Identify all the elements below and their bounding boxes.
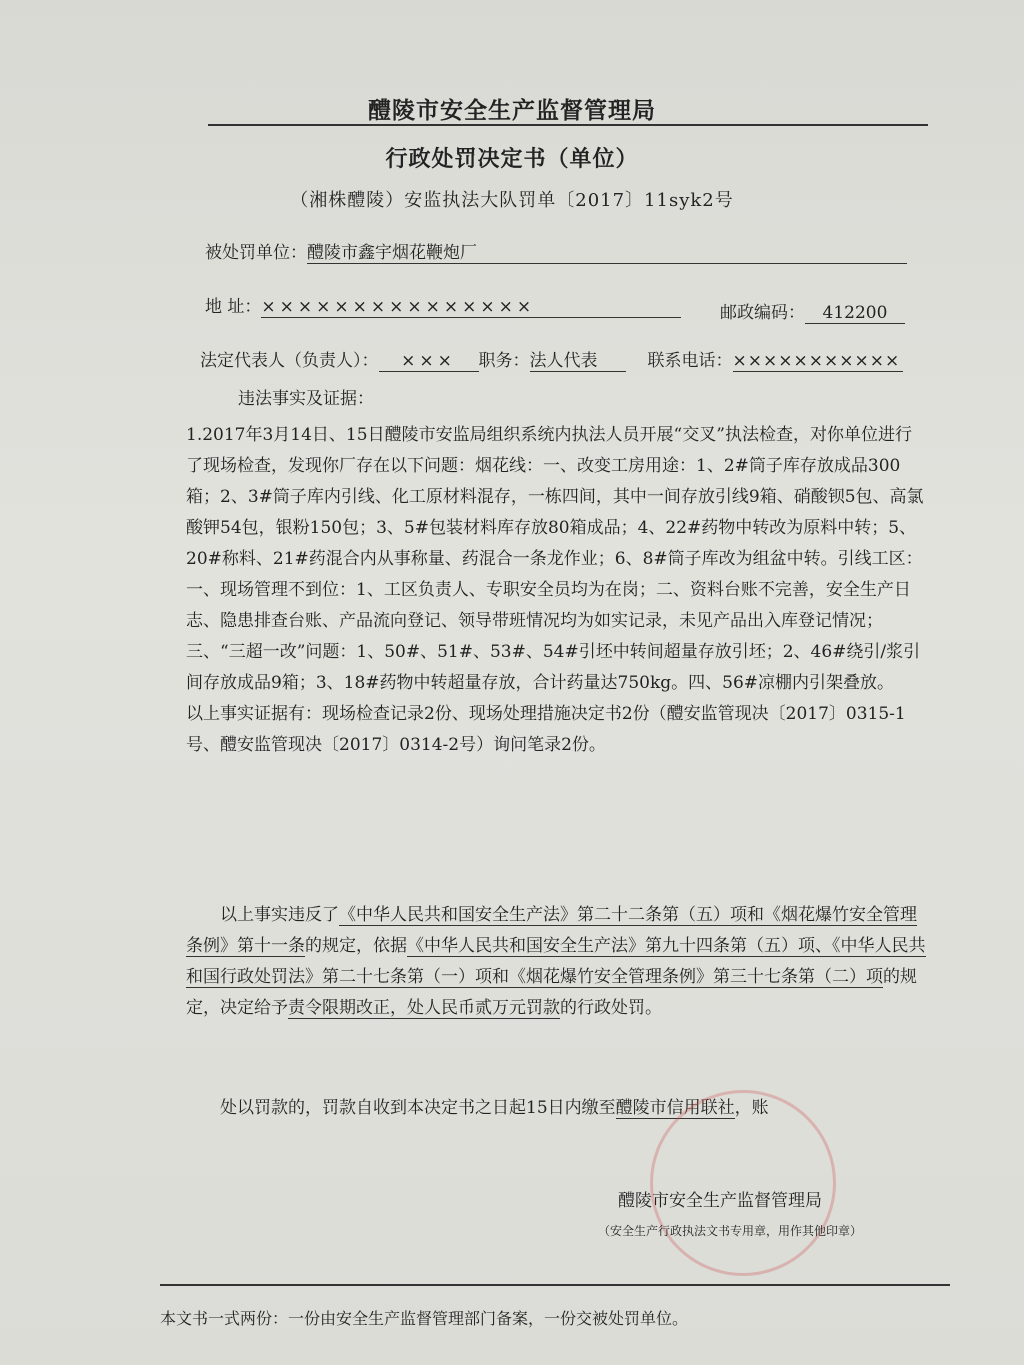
unit-row (205, 238, 907, 264)
decision-end: 的行政处罚。 (560, 998, 662, 1018)
payment-paragraph (186, 1093, 926, 1124)
rep-value: ××× (379, 351, 479, 372)
decision-paragraph (186, 900, 926, 1024)
payment-tail: ，账 (734, 1098, 769, 1118)
representative-row (200, 346, 903, 372)
evidence-paragraph: 以上事实证据有：现场检查记录2份、现场处理措施决定书2份（醴安监管现决〔2017〕0315-1号、醴安监管现决〔2017〕0314-2号）询问笔录2份。 (186, 704, 906, 755)
agency-heading: 醴陵市安全生产监督管理局 (368, 97, 656, 124)
postal-row (720, 298, 905, 324)
footer-note: 本文书一式两份：一份由安全生产监督管理部门备案，一份交被处罚单位。 (160, 1309, 689, 1328)
address-label: 地 址： (205, 297, 262, 317)
address-value: ××××××××××××××× (261, 297, 681, 318)
position-label: 职务： (478, 351, 530, 371)
official-seal (650, 1090, 836, 1276)
payment-bank: 醴陵市信用联社 (615, 1098, 735, 1118)
facts-paragraph: 1.2017年3月14日、15日醴陵市安监局组织系统内执法人员开展“交叉”执法检查，对你单位进行了现场检查，发现你厂存在以下问题：烟花线：一、改变工房用途：1、2#筒子库存放成品300箱；2、3#筒子库内引线、化工原材料混存，一栋四间，其中一间存放引线9箱、硝酸钡5包、高氯酸钾54包，银粉150包；3、5#包装材料库存放80箱成品；4、22#药物中转改为原料中转；5、20#称料、21#药混合内从事称量、药混合一条龙作业；6、8#筒子库改为组盆中转。引线工区：一、现场管理不到位：1、工区负责人、专职安全员均为在岗；二、资料台账不完善，安全生产日志、隐患排查台账、产品流向登记、领导带班情况均为如实记录，未见产品出入库登记情况；三、“三超一改”问题：1、50#、51#、53#、54#引坯中转间超量存放引坯；2、46#绕引/浆引间存放成品9箱；3、18#药物中转超量存放，合计药量达750kg。四、56#凉棚内引架叠放。 (186, 425, 924, 693)
decision-mid: 的规定，依据 (305, 936, 407, 956)
postal-label: 邮政编码： (720, 303, 805, 323)
unit-label: 被处罚单位： (205, 243, 307, 263)
phone-value: ××××××××××× (733, 351, 903, 372)
unit-value: 醴陵市鑫宇烟花鞭炮厂 (307, 238, 907, 264)
decision-mid2: 的规定，决定给予 (186, 967, 917, 1018)
seal-note: （安全生产行政执法文书专用章，用作其他印章） (598, 1224, 863, 1238)
position-value: 法人代表 (530, 346, 626, 372)
phone-label: 联系电话： (647, 351, 733, 371)
rep-label: 法定代表人（负责人）： (200, 351, 379, 371)
document-title: 行政处罚决定书（单位） (385, 146, 639, 172)
footer-rule (160, 1284, 950, 1286)
payment-text: 处以罚款的，罚款自收到本决定书之日起15日内缴至 (220, 1098, 616, 1118)
address-row (205, 292, 681, 318)
penalty-text: 责令限期改正，处人民币贰万元罚款 (288, 998, 560, 1018)
decision-intro: 以上事实违反了 (220, 905, 339, 925)
postal-value: 412200 (805, 303, 905, 324)
violated-law: 《中华人民共和国安全生产法》第二十二条第（五）项和《烟花爆竹安全管理条例》第十一条 (186, 905, 917, 956)
header-rule (208, 124, 928, 126)
document-number: （湘株醴陵）安监执法大队罚单〔2017〕11syk2号 (290, 190, 734, 211)
basis-law: 《中华人民共和国安全生产法》第九十四条第（五）项、《中华人民共和国行政处罚法》第二十七条第（一）项和《烟花爆竹安全管理条例》第三十七条第（二）项 (186, 936, 926, 987)
facts-heading: 违法事实及证据： (238, 389, 374, 409)
facts-body (186, 420, 926, 761)
signing-agency: 醴陵市安全生产监督管理局 (618, 1191, 822, 1211)
